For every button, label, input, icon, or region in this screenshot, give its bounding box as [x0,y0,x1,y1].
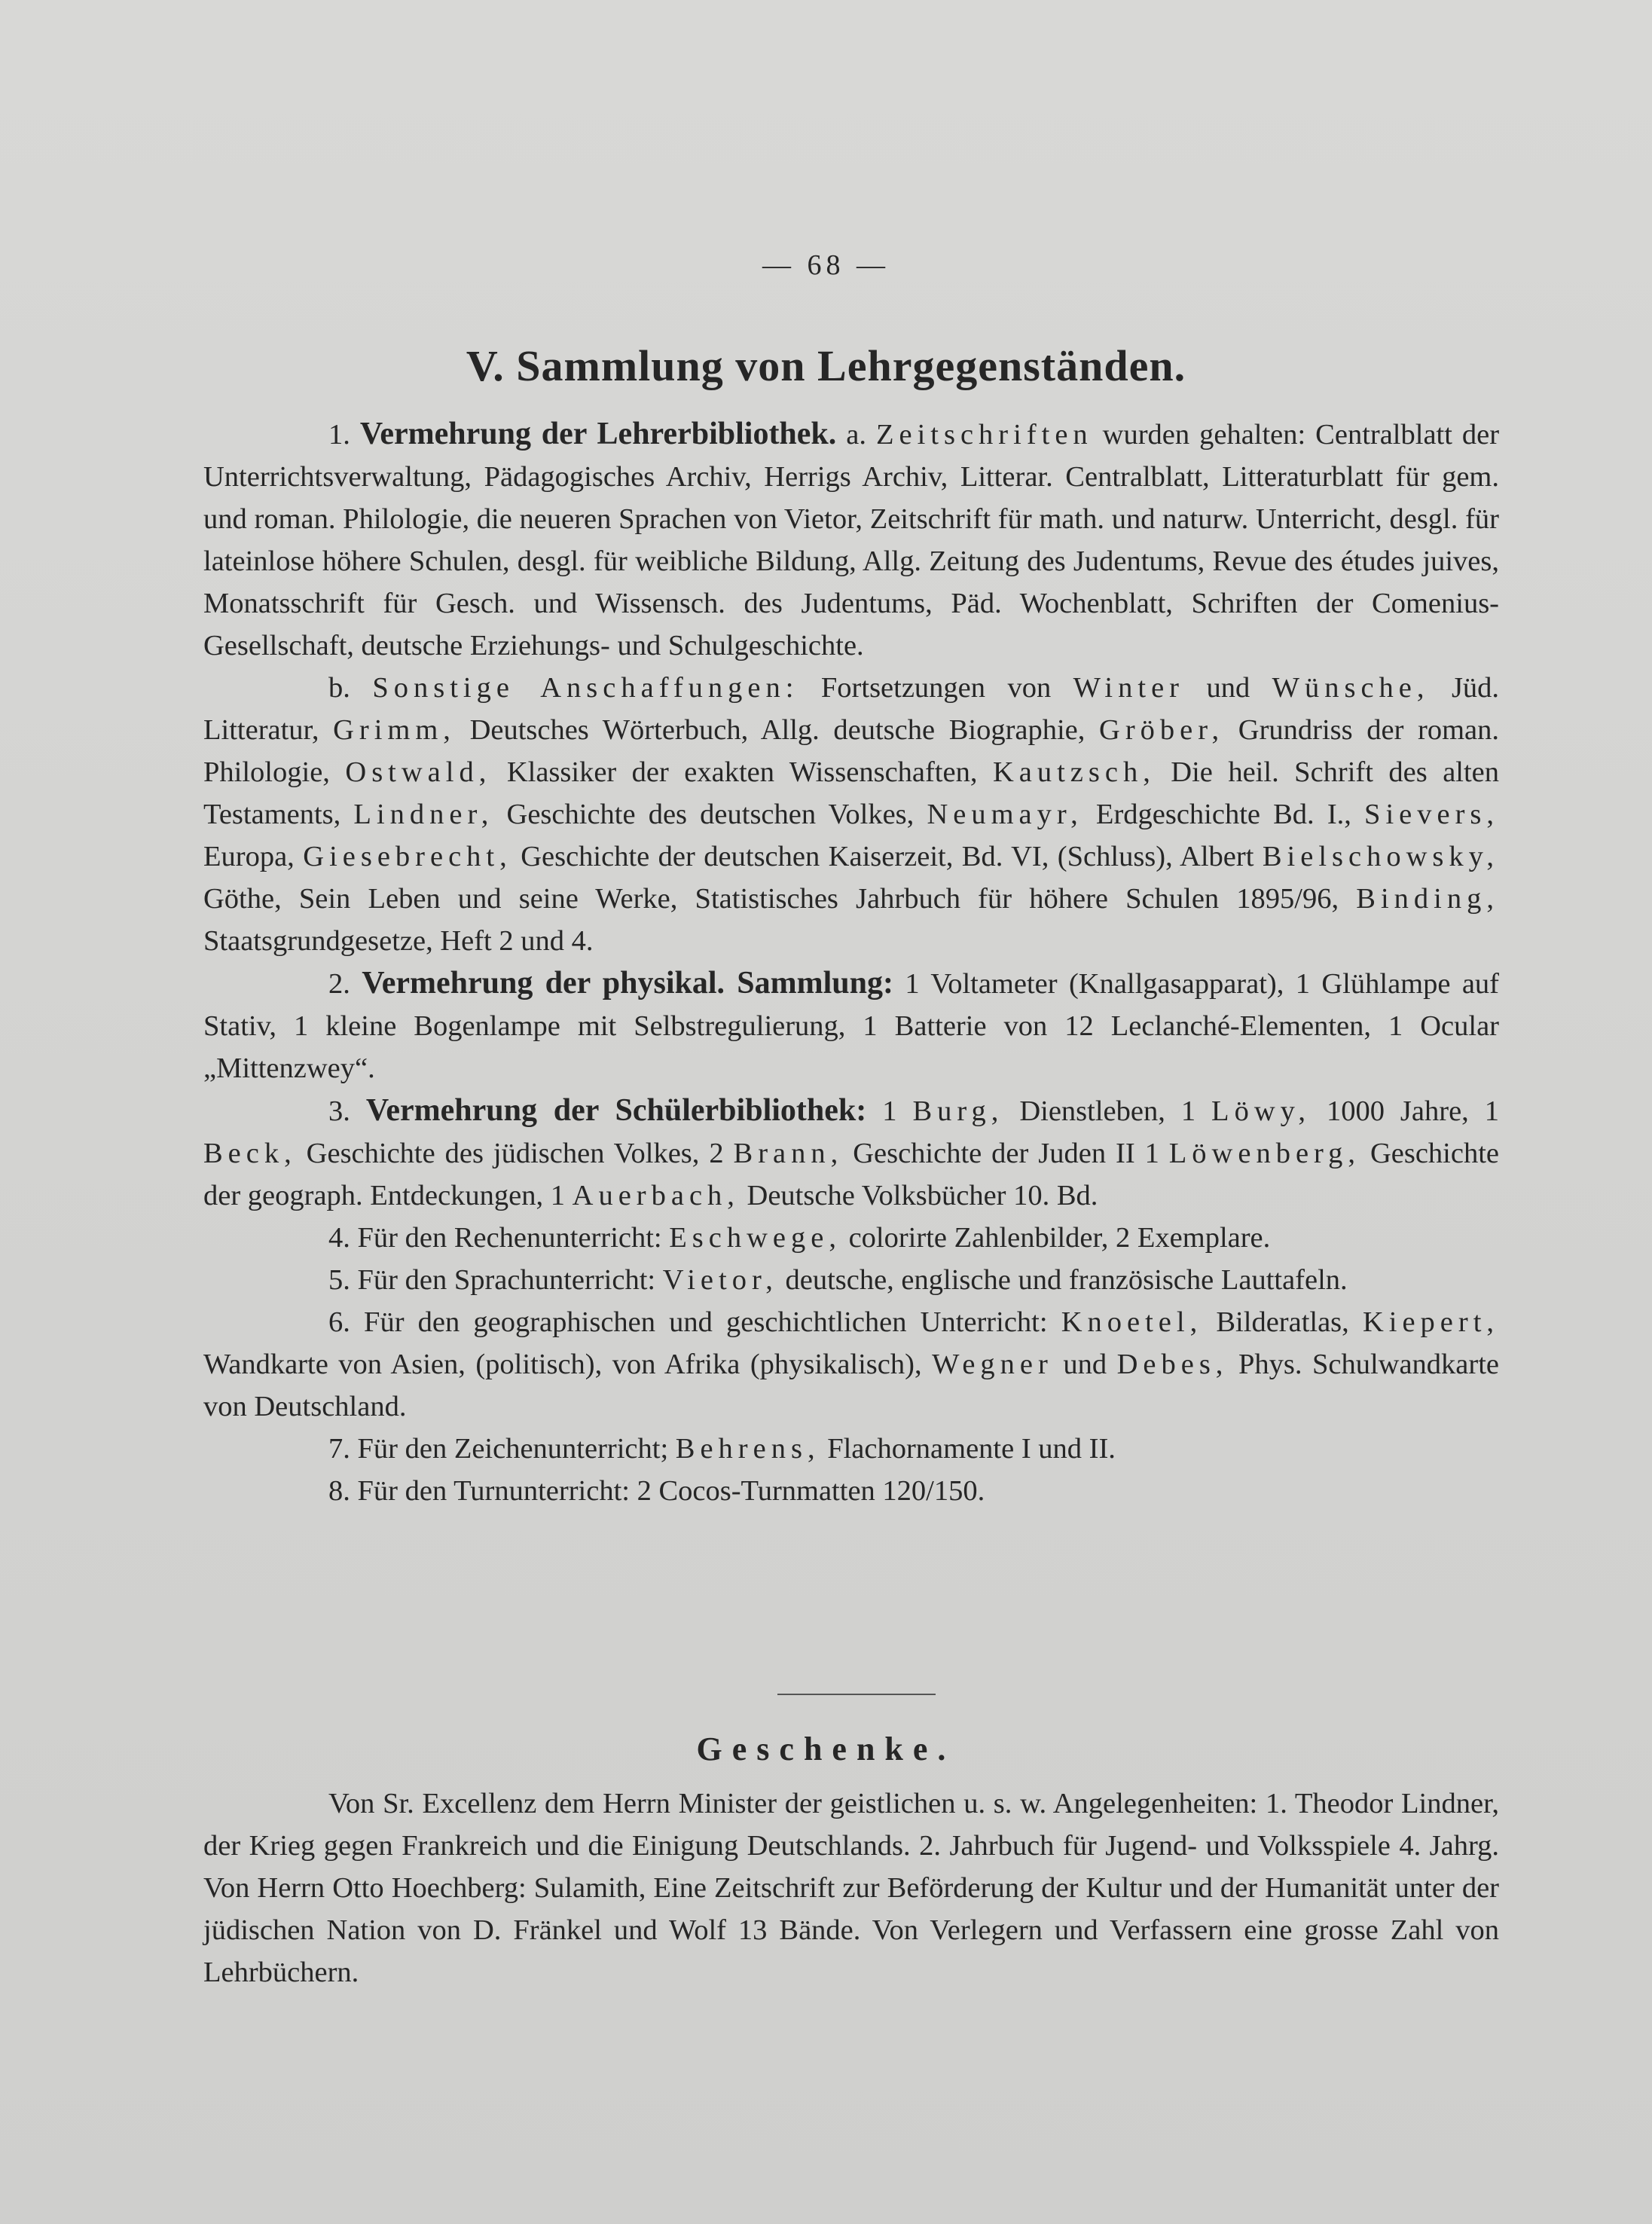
text-run: Geschichte der Juden II 1 [853,1138,1159,1169]
item-1-a-spaced: Zeitschriften [875,419,1093,451]
text-run: Geschichte der deutschen Kaiserzeit, Bd. VI, (Schluss), Albert [521,841,1254,872]
text-run: Bilderatlas, [1216,1306,1349,1338]
text-run: Für den Zeichenunterricht; [357,1433,669,1465]
item-3-number: 3. [328,1095,350,1127]
item-1-a-text: wurden gehalten: Centralblatt der Unterrichtsverwaltung, Pädagogisches Archiv, Herrigs Archiv, Litterar. Centralblatt, Litteraturblatt für gem. und roman. Philologie, die neueren Sprachen von Vietor, Zeitschrift für math. und naturw. Unterricht, desgl. für lateinlose höhere Schulen, desgl. für weibliche Bildung, Allg. Zeitung des Judentums, Revue des études juives, Monatsschrift für Gesch. und Wissensch. des Judentums, Päd. Wochenblatt, Schriften der Comenius-Gesellschaft, deutsche Erziehungs- und Schulgeschichte. [203,419,1500,661]
section-title: V. Sammlung von Lehrgegenständen. [466,341,1186,390]
text-run: Geschichte der geograph. Entdeckungen, 1 [203,1138,1500,1211]
text-run: Göthe, Sein Leben und seine Werke, Statistisches Jahrbuch für höhere Schulen 1895/96, [203,883,1339,915]
text-run: Fortsetzungen von [820,672,1052,704]
geschenke-title: Geschenke. [696,1731,956,1767]
page-number: — 68 — [762,249,890,281]
author-name: Brann, [733,1138,844,1169]
author-name: Beck, [203,1138,297,1169]
author-name: Vietor, [662,1264,778,1296]
author-name: Bielschowsky, [1262,841,1500,872]
item-8-number: 8. [328,1475,350,1507]
author-name: Binding, [1356,883,1499,915]
text-run: Für den Turnunterricht: 2 Cocos-Turnmatten 120/150. [357,1475,985,1507]
item-2 [203,962,1499,1089]
text-run: Grundriss der roman. Philologie, [203,714,1500,788]
item-1-heading: Vermehrung der Lehrerbibliothek. [359,417,837,451]
item-6-number: 6. [328,1306,350,1338]
author-name: Wünsche, [1272,672,1430,704]
geschenke-body [203,1783,1499,1993]
text-run: Erdgeschichte Bd. I., [1095,799,1351,830]
item-5 [203,1259,1499,1301]
text-run: und [1206,672,1250,704]
item-1-number: 1. [328,419,350,451]
author-name: Eschwege, [669,1222,841,1254]
item-2-number: 2. [328,968,350,1000]
text-run: Geschichte des deutschen Volkes, [506,799,915,830]
item-7-number: 7. [328,1433,350,1465]
text-run: 1000 Jahre, 1 [1326,1095,1500,1127]
item-2-text: 1 Voltameter (Knallgasapparat), 1 Glühlampe auf Stativ, 1 kleine Bogenlampe mit Selbstregulierung, 1 Batterie von 12 Leclanché-Elementen, 1 Ocular „Mittenzwey“. [203,968,1500,1084]
text-run: Deutsches Wörterbuch, Allg. deutsche Biographie, [469,714,1086,746]
item-2-heading: Vermehrung der physikal. Sammlung: [362,966,894,1000]
text-run: Staatsgrundgesetze, Heft 2 und 4. [203,925,594,957]
author-name: Löwy, [1211,1095,1311,1127]
author-name: Knoetel, [1061,1306,1203,1338]
geschenke-text: Von Sr. Excellenz dem Herrn Minister der geistlichen u. s. w. Angelegenheiten: 1. Theodor Lindner, der Krieg gegen Frankreich und die Einigung Deutschlands. 2. Jahrbuch für Jugend- und Volksspiele 4. Jahrg. Von Herrn Otto Hoechberg: Sulamith, Eine Zeitschrift zur Beförderung der Kultur und der Humanität unter der jüdischen Nation von D. Fränkel und Wolf 13 Bände. Von Verlegern und Verfassern eine grosse Zahl von Lehrbüchern. [203,1788,1499,1988]
text-run: Phys. Schulwandkarte von Deutschland. [203,1349,1499,1422]
text-run: Für den geographischen und geschichtlichen Unterricht: [364,1306,1048,1338]
item-7 [203,1428,1499,1470]
author-name: Behrens, [675,1433,820,1465]
text-run: Die heil. Schrift des alten Testaments, [203,756,1500,830]
text-run: deutsche, englische und französische Lauttafeln. [785,1264,1348,1296]
item-8 [203,1470,1499,1512]
text-run: 1 [882,1095,897,1127]
item-1-b-label: b. [328,672,350,704]
item-6 [203,1301,1499,1428]
author-name: Lindner, [353,799,494,830]
author-name: Grimm, [333,714,456,746]
item-3-heading: Vermehrung der Schülerbibliothek: [365,1093,867,1128]
text-run: colorirte Zahlenbilder, 2 Exemplare. [848,1222,1271,1254]
text-run: Klassiker der exakten Wissenschaften, [506,756,978,788]
item-5-number: 5. [328,1264,350,1296]
item-1-a [203,413,1499,667]
text-run: Für den Sprachunterricht: [357,1264,656,1296]
text-run: Europa, [203,841,295,872]
section-body [203,413,1499,1512]
item-1-b-spaced: Sonstige Anschaffungen: [372,672,799,704]
text-run: Deutsche Volksbücher 10. Bd. [747,1180,1098,1211]
author-name: Auerbach, [572,1180,740,1211]
author-name: Giesebrecht, [303,841,512,872]
author-name: Ostwald, [345,756,492,788]
text-run: Jüd. Litteratur, [203,672,1500,746]
item-4-number: 4. [328,1222,350,1254]
text-run: Flachornamente I und II. [827,1433,1116,1465]
text-run: Geschichte des jüdischen Volkes, 2 [306,1138,724,1169]
author-name: Wegner [932,1349,1053,1380]
author-name: Sievers, [1364,799,1500,830]
author-name: Gröber, [1099,714,1225,746]
text-run: Dienstleben, 1 [1019,1095,1196,1127]
author-name: Winter [1073,672,1184,704]
section-divider [777,1694,936,1695]
item-1-a-label: a. [846,419,866,451]
text-run: und [1063,1349,1107,1380]
author-name: Debes, [1116,1349,1229,1380]
item-1-b [203,667,1499,962]
author-name: Kautzsch, [992,756,1156,788]
item-3 [203,1089,1499,1217]
item-4 [203,1217,1499,1259]
author-name: Burg, [912,1095,1004,1127]
author-name: Neumayr, [927,799,1083,830]
author-name: Kiepert, [1362,1306,1500,1338]
text-run: Wandkarte von Asien, (politisch), von Afrika (physikalisch), [203,1349,922,1380]
text-run: Für den Rechenunterricht: [357,1222,662,1254]
author-name: Löwenberg, [1168,1138,1361,1169]
